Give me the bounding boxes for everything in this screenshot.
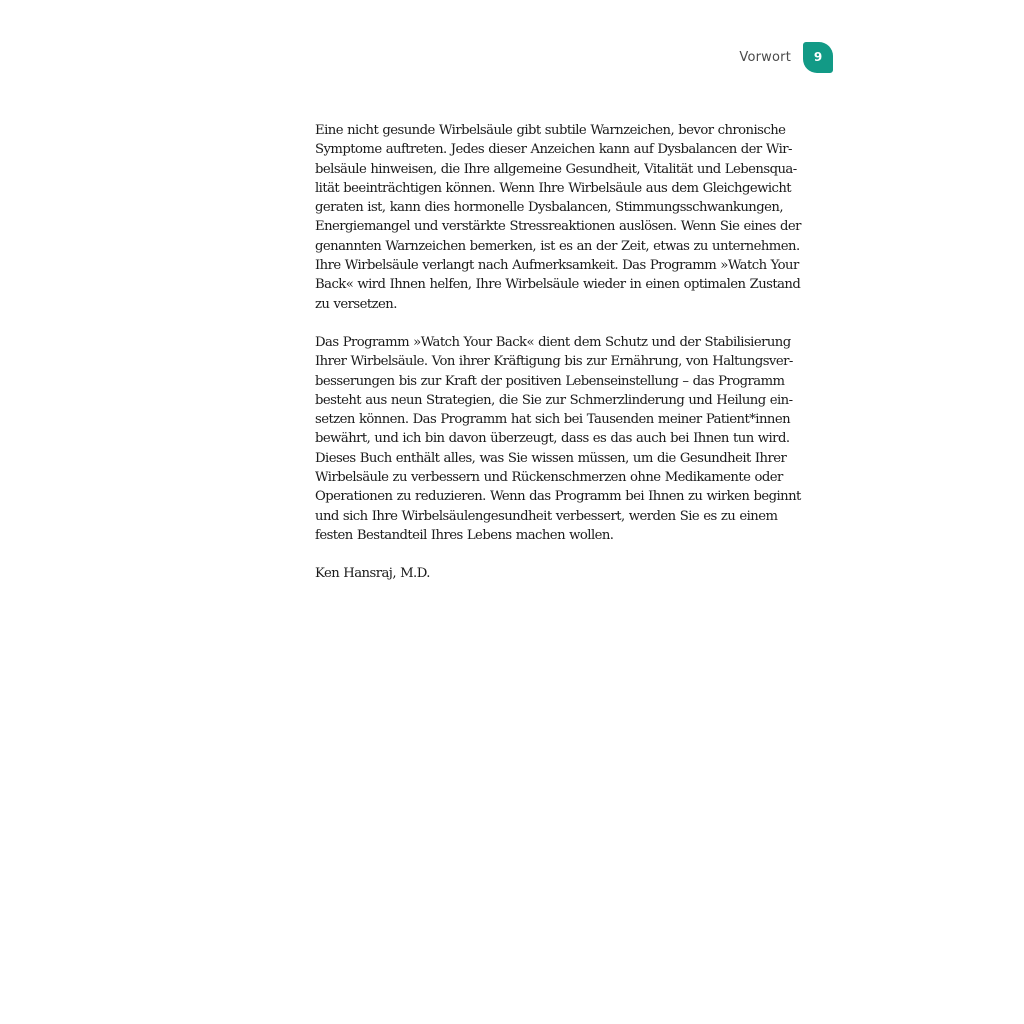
- text-line: und sich Ihre Wirbelsäulengesundheit verbessert, werden Sie es zu einem: [315, 508, 778, 524]
- text-line: zu versetzen.: [315, 296, 397, 312]
- body-text: [315, 121, 801, 603]
- author-signature: [315, 564, 795, 583]
- text-line: bewährt, und ich bin davon überzeugt, dass es das auch bei Ihnen tun wird.: [315, 431, 790, 447]
- text-line: Back« wird Ihnen helfen, Ihre Wirbelsäule wieder in einen optimalen Zustand: [315, 277, 801, 293]
- text-line: Eine nicht gesunde Wirbelsäule gibt subtile Warnzeichen, bevor chronische: [315, 123, 786, 138]
- text-line: Das Programm »Watch Your Back« dient dem Schutz und der Stabilisierung: [315, 334, 791, 350]
- text-line: besserungen bis zur Kraft der positiven Lebenseinstellung – das Programm: [315, 373, 785, 389]
- text-line: lität beeinträchtigen können. Wenn Ihre Wirbelsäule aus dem Gleichgewicht: [315, 180, 792, 196]
- text-line: genannten Warnzeichen bemerken, ist es an der Zeit, etwas zu unternehmen.: [315, 238, 800, 254]
- text-line: Ihre Wirbelsäule verlangt nach Aufmerksamkeit. Das Programm »Watch Your: [315, 258, 799, 274]
- text-line: setzen können. Das Programm hat sich bei Tausenden meiner Patient*innen: [315, 412, 791, 428]
- section-title: Vorwort: [739, 49, 791, 65]
- text-line: Ihrer Wirbelsäule. Von ihrer Kräftigung bis zur Ernährung, von Haltungsver-: [315, 354, 793, 370]
- text-line: Energiemangel und verstärkte Stressreaktionen auslösen. Wenn Sie eines der: [315, 219, 801, 235]
- text-line: festen Bestandteil Ihres Lebens machen wollen.: [315, 527, 614, 543]
- text-line: geraten ist, kann dies hormonelle Dysbalancen, Stimmungsschwankungen,: [315, 200, 783, 216]
- signature-text: Ken Hansraj, M.D.: [315, 566, 430, 582]
- text-line: Dieses Buch enthält alles, was Sie wissen müssen, um die Gesundheit Ihrer: [315, 450, 787, 466]
- text-line: Operationen zu reduzieren. Wenn das Programm bei Ihnen zu wirken beginnt: [315, 489, 801, 505]
- page-number-badge: 9: [803, 42, 833, 73]
- paragraph-2: [315, 333, 801, 545]
- text-line: belsäule hinweisen, die Ihre allgemeine Gesundheit, Vitalität und Lebensqua-: [315, 161, 797, 177]
- text-line: besteht aus neun Strategien, die Sie zur Schmerzlinderung und Heilung ein-: [315, 392, 793, 408]
- running-header: [739, 41, 833, 73]
- text-line: Symptome auftreten. Jedes dieser Anzeichen kann auf Dysbalancen der Wir-: [315, 142, 792, 158]
- text-line: Wirbelsäule zu verbessern und Rückenschmerzen ohne Medikamente oder: [315, 470, 783, 486]
- paragraph-1: [315, 121, 801, 314]
